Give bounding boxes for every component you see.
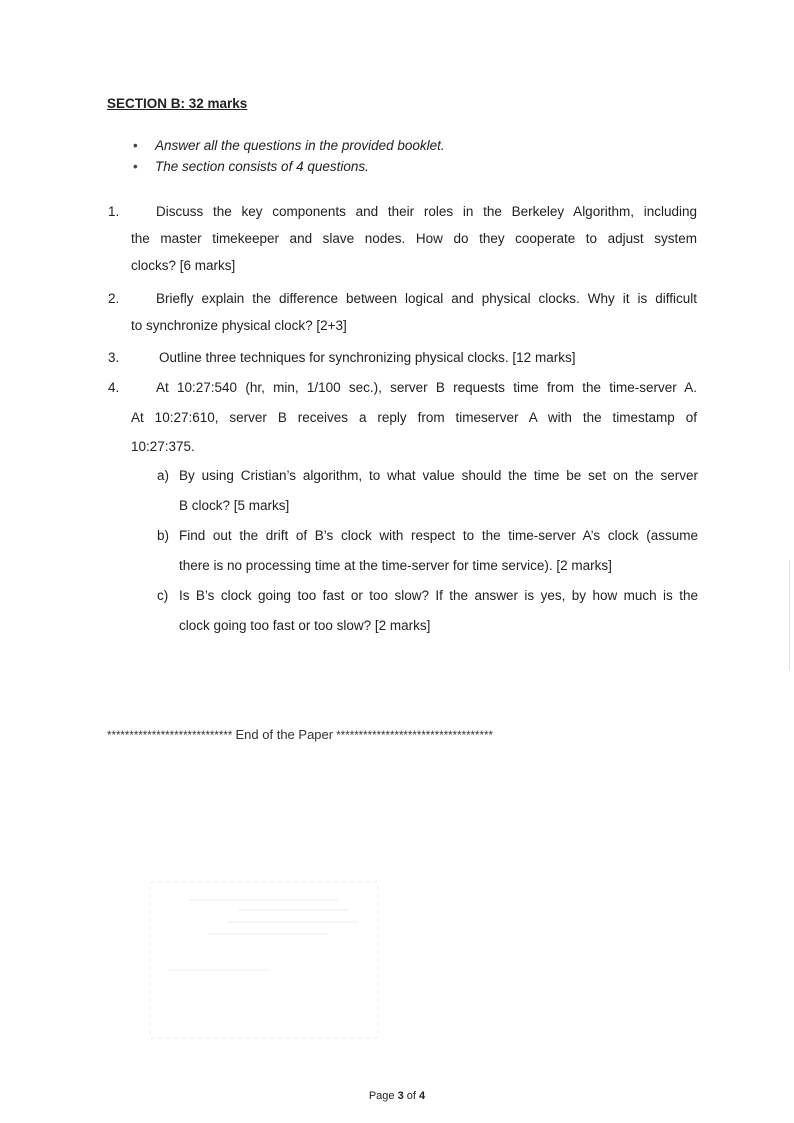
question-text: 10:27:375.: [131, 439, 195, 454]
question-text: At 10:27:610, server B receives a reply from timeserver A with the timestamp of: [131, 410, 697, 425]
total-pages: 4: [419, 1090, 426, 1102]
question-number: 2.: [108, 291, 120, 306]
subquestion-text: clock going too fast or too slow? [2 marks]: [179, 618, 431, 633]
instructions-list: [133, 135, 445, 177]
page-word: Page: [368, 1090, 395, 1102]
subquestion-label: b): [157, 528, 170, 543]
question-text: Briefly explain the difference between logical and physical clocks. Why it is difficult: [156, 291, 697, 306]
question-text: to synchronize physical clock? [2+3]: [131, 318, 347, 333]
current-page: 3: [397, 1090, 404, 1102]
subquestion-text: By using Cristian’s algorithm, to what value should the time be set on the server: [179, 468, 698, 483]
subquestion-text: Find out the drift of B’s clock with respect to the time-server A’s clock (assume: [179, 528, 698, 543]
of-word: of: [406, 1090, 416, 1102]
faint-stamp-mark: [148, 880, 380, 1040]
subquestion-c: [157, 581, 698, 641]
question-text: clocks? [6 marks]: [131, 258, 236, 273]
subquestion-label: a): [157, 468, 170, 483]
page-footer: [0, 1090, 794, 1102]
end-of-paper-text: End of the Paper: [235, 727, 334, 742]
subquestion-label: c): [157, 588, 169, 603]
question-continuation: [131, 312, 697, 339]
question-text: Outline three techniques for synchronizing physical clocks. [12 marks]: [159, 350, 576, 365]
stars-left: ****************************: [107, 730, 233, 742]
section-title: SECTION B: 32 marks: [107, 96, 248, 111]
question-text: Discuss the key components and their roles in the Berkeley Algorithm, including: [156, 204, 697, 219]
subquestion-b: [157, 521, 698, 581]
scan-edge-line: [789, 560, 790, 670]
subquestion-a: [157, 461, 698, 521]
subquestions: [157, 461, 698, 641]
end-of-paper-line: [107, 727, 697, 742]
subquestion-text: B clock? [5 marks]: [179, 498, 290, 513]
question-text: the master timekeeper and slave nodes. How do they cooperate to adjust system: [131, 231, 697, 246]
question-continuation: [131, 225, 697, 279]
question-text: At 10:27:540 (hr, min, 1/100 sec.), server B requests time from the time-server A.: [156, 380, 697, 395]
question-number: 3.: [108, 350, 120, 365]
instruction-item: • Answer all the questions in the provided booklet.: [133, 135, 445, 156]
subquestion-text: there is no processing time at the time-server for time service). [2 marks]: [179, 558, 612, 573]
instruction-item: • The section consists of 4 questions.: [133, 156, 445, 177]
question-continuation: [131, 403, 697, 461]
question-number: 4.: [108, 380, 120, 395]
question-number: 1.: [108, 204, 120, 219]
subquestion-text: Is B’s clock going too fast or too slow? If the answer is yes, by how much is the: [179, 588, 698, 603]
stars-right: ***********************************: [336, 730, 493, 742]
